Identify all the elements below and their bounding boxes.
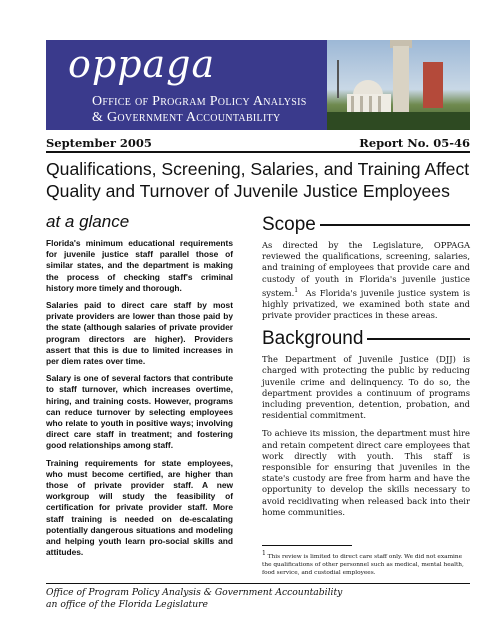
footnote-rule xyxy=(262,545,352,546)
org-name-line1: Office of Program Policy Analysis xyxy=(92,94,307,109)
org-name-line2: & Government Accountability xyxy=(92,110,281,125)
oppaga-logo: oppaga xyxy=(68,42,216,86)
flagpole xyxy=(337,60,339,98)
footnote-ref: 1 xyxy=(294,286,299,294)
scope-heading-text: Scope xyxy=(262,214,316,235)
heading-rule xyxy=(367,338,470,340)
footnote xyxy=(262,550,470,577)
glance-summary xyxy=(46,238,233,564)
background-heading xyxy=(262,328,470,350)
scope-text-after: As Florida's juvenile justice system is highly privatized, we examined both state and private provider practices in these areas. xyxy=(262,287,470,321)
report-title: Qualifications, Screening, Salaries, and Training Affect Quality and Turnover of Juvenile Justice Employees xyxy=(46,159,470,201)
footnote-marker: 1 xyxy=(262,550,266,557)
glance-heading: at a glance xyxy=(46,212,130,231)
scope-heading xyxy=(262,214,470,236)
background-paragraph: The Department of Juvenile Justice (DJJ) is charged with protecting the public by reducing juvenile crime and delinquency. To do so, the department provides a continuum of programs including prevention, detention, probation, and residential commitment. xyxy=(262,354,470,421)
scope-paragraph xyxy=(262,240,470,321)
capitol-tower xyxy=(393,46,409,112)
footer-org: Office of Program Policy Analysis & Government Accountability xyxy=(46,587,343,598)
background-paragraph: To achieve its mission, the department must hire and retain competent direct care employees that work directly with youth. This staff is responsible for ensuring that juveniles in the state's custody are free from harm and have the opportunity to develop the skills necessary to avoid recidivating when released back into their home communities. xyxy=(262,428,470,517)
report-number: Report No. 05-46 xyxy=(359,136,470,150)
header-rule xyxy=(46,151,470,153)
glance-paragraph: Salaries paid to direct care staff by most private providers are lower than those paid by the state (although salaries of private provider program directors are higher). Providers assert that this is due to limited increases in per diem rates over time. xyxy=(46,300,233,367)
trees xyxy=(327,112,470,130)
glance-paragraph: Florida's minimum educational requirements for juvenile justice staff parallel those of similar states, and the department is making the process of checking staff's criminal history more timely and thorough. xyxy=(46,238,233,293)
header-banner xyxy=(46,40,470,130)
glance-paragraph: Salary is one of several factors that contribute to staff turnover, which increases overtime, hiring, and training costs. However, programs can reduce turnover by selecting employees who relate to youth in positive ways; involving direct care staff in treatment; and fostering good relationships among staff. xyxy=(46,373,233,451)
report-date: September 2005 xyxy=(46,136,152,150)
background-heading-text: Background xyxy=(262,328,364,350)
glance-paragraph: Training requirements for state employees, who must become certified, are higher than those of private provider staff. A new workgroup will study the feasibility of certification for private provider staff. More staff training is needed on de-escalating potentially dangerous situations and modeling and helping youth learn pro-social skills and attitudes. xyxy=(46,457,233,558)
footer-subtitle: an office of the Florida Legislature xyxy=(46,599,208,610)
main-column xyxy=(262,214,470,525)
heading-rule xyxy=(320,224,470,226)
capitol-photo xyxy=(327,40,470,130)
footnote-text: This review is limited to direct care staff only. We did not examine the qualifications of other personnel such as medical, mental health, food service, and custodial employees. xyxy=(262,553,464,576)
scope-text: As directed by the Legislature, OPPAGA reviewed the qualifications, screening, salaries, and training of employees that provide care and custody of youth in Florida's juvenile justice system. xyxy=(262,240,470,298)
capitol-awning xyxy=(423,62,443,108)
footer-rule xyxy=(46,583,470,584)
